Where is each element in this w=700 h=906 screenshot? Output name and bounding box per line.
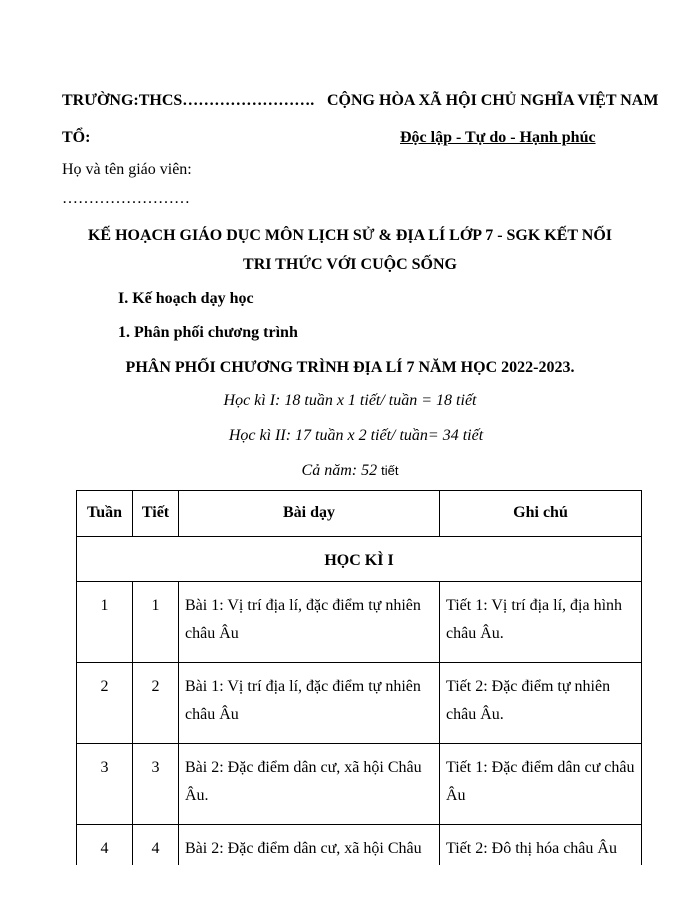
- header-lesson: Bài dạy: [179, 491, 440, 537]
- header-period: Tiết: [133, 491, 179, 537]
- school-label: TRƯỜNG:THCS…………………….: [62, 92, 315, 109]
- cell-lesson: Bài 1: Vị trí địa lí, đặc điểm tự nhiên châu Âu: [179, 663, 440, 744]
- group-label: TỔ:: [62, 129, 91, 146]
- semester-label: HỌC KÌ I: [77, 537, 642, 582]
- table-row: [77, 663, 642, 744]
- semester1-summary: Học kì I: 18 tuần x 1 tiết/ tuần = 18 tiết: [223, 392, 477, 409]
- program-table: [76, 490, 642, 865]
- subsection-heading: 1. Phân phối chương trình: [118, 324, 298, 341]
- motto: Độc lập - Tự do - Hạnh phúc: [400, 129, 596, 146]
- cell-week: 2: [77, 663, 133, 744]
- cell-note: Tiết 2: Đô thị hóa châu Âu: [440, 825, 642, 866]
- table-row: [77, 744, 642, 825]
- teacher-blank: ……………………: [62, 190, 190, 207]
- cell-note: Tiết 1: Đặc điểm dân cư châu Âu: [440, 744, 642, 825]
- teacher-label: Họ và tên giáo viên:: [62, 161, 192, 178]
- document-title-line1: KẾ HOẠCH GIÁO DỤC MÔN LỊCH SỬ & ĐỊA LÍ LỚP 7 - SGK KẾT NỐI: [87, 227, 613, 244]
- cell-period: 2: [133, 663, 179, 744]
- table-row: [77, 582, 642, 663]
- table-row: [77, 825, 642, 866]
- cell-lesson: Bài 2: Đặc điểm dân cư, xã hội Châu: [179, 825, 440, 866]
- document-title-line2: TRI THỨC VỚI CUỘC SỐNG: [243, 256, 457, 273]
- semester-row: [77, 537, 642, 582]
- program-heading: PHÂN PHỐI CHƯƠNG TRÌNH ĐỊA LÍ 7 NĂM HỌC 2022-2023.: [125, 359, 575, 376]
- cell-week: 3: [77, 744, 133, 825]
- cell-note: Tiết 1: Vị trí địa lí, địa hình châu Âu.: [440, 582, 642, 663]
- semester2-summary: Học kì II: 17 tuần x 2 tiết/ tuần= 34 tiết: [228, 427, 484, 444]
- cell-lesson: Bài 1: Vị trí địa lí, đặc điểm tự nhiên châu Âu: [179, 582, 440, 663]
- cell-period: 3: [133, 744, 179, 825]
- cell-week: 4: [77, 825, 133, 866]
- cell-week: 1: [77, 582, 133, 663]
- country-title: CỘNG HÒA XÃ HỘI CHỦ NGHĨA VIỆT NAM: [327, 92, 659, 109]
- section-heading: I. Kế hoạch dạy học: [118, 290, 254, 307]
- year-summary-suffix: tiết: [381, 463, 399, 478]
- cell-period: 1: [133, 582, 179, 663]
- cell-period: 4: [133, 825, 179, 866]
- header-note: Ghi chú: [440, 491, 642, 537]
- cell-note: Tiết 2: Đặc điểm tự nhiên châu Âu.: [440, 663, 642, 744]
- table-header-row: [77, 491, 642, 537]
- year-summary-prefix: Cả năm: 52: [301, 462, 378, 479]
- header-week: Tuần: [77, 491, 133, 537]
- year-summary: [0, 462, 700, 480]
- cell-lesson: Bài 2: Đặc điểm dân cư, xã hội Châu Âu.: [179, 744, 440, 825]
